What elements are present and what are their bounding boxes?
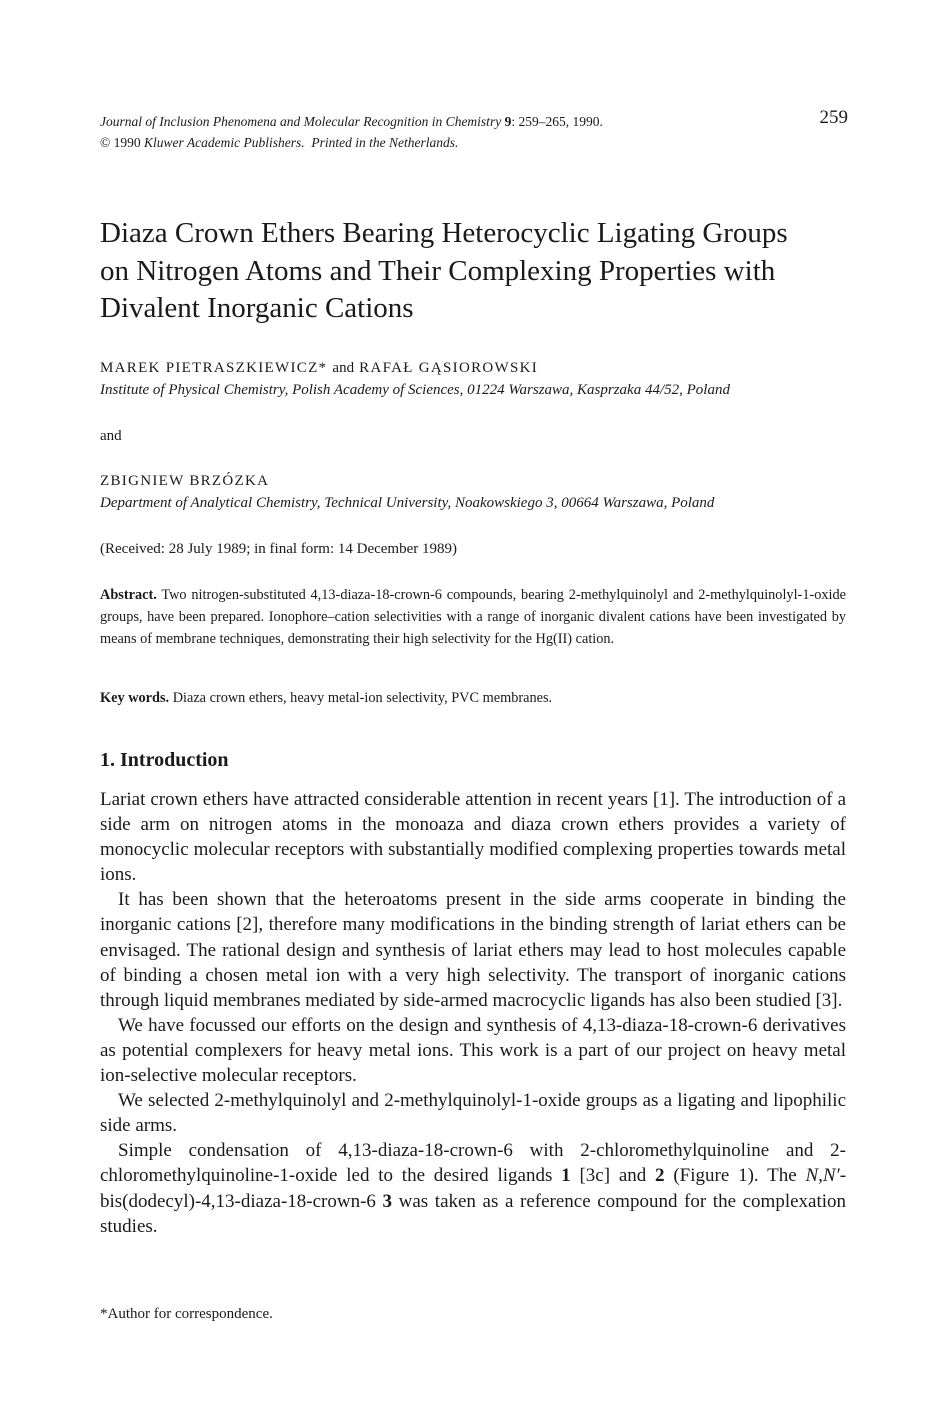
author-1: MAREK PIETRASZKIEWICZ* — [100, 360, 328, 376]
and-separator: and — [100, 428, 122, 444]
paragraph-3: We have focussed our efforts on the design and synthesis of 4,13-diaza-18-crown-6 derivatives as potential complexers for heavy metal ions. This work is a part of our project on heavy metal ion-selective molecular receptors. — [100, 1014, 846, 1087]
introduction-body — [100, 787, 846, 1239]
section-heading-introduction: 1. Introduction — [100, 749, 229, 771]
printed-in: Printed in the Netherlands. — [311, 135, 459, 150]
p5-part-b: [3c] and — [579, 1165, 647, 1187]
p5-part-e: was taken as a reference compound for the complexation studies. — [100, 1190, 847, 1237]
affiliation-1: Institute of Physical Chemistry, Polish Academy of Sciences, 01224 Warszawa, Kasprzaka 44/52, Poland — [100, 382, 730, 398]
received-dates: (Received: 28 July 1989; in final form: 14 December 1989) — [100, 541, 457, 557]
p5-part-c: (Figure 1). The — [673, 1165, 797, 1187]
abstract — [100, 584, 846, 650]
keywords-label: Key words. — [100, 690, 170, 706]
author-conjunction: and — [332, 360, 355, 376]
author-2: RAFAŁ GĄSIOROWSKI — [359, 360, 539, 376]
paragraph-1: Lariat crown ethers have attracted considerable attention in recent years [1]. The introduction of a side arm on nitrogen atoms in the monoaza and diaza crown ethers provides a variety of monocyclic molecular receptors with substantially modified complexing properties towards metal ions. — [100, 789, 846, 886]
journal-pages-year: : 259–265, 1990. — [511, 114, 603, 129]
journal-line-2 — [100, 132, 603, 153]
journal-line-1 — [100, 111, 603, 132]
copyright-year: 1990 — [113, 135, 141, 150]
article-title — [100, 215, 860, 328]
keywords — [100, 690, 552, 707]
nn-prime: N,N′ — [805, 1165, 840, 1187]
journal-volume: 9 — [504, 114, 512, 129]
publisher: Kluwer Academic Publishers. — [144, 135, 305, 150]
keywords-text: Diaza crown ethers, heavy metal-ion selectivity, PVC membranes. — [172, 690, 553, 706]
p5-part-a: Simple condensation of 4,13-diaza-18-crown-6 with 2-chloromethylquinoline and 2-chloromethylquinoline-1-oxide led to the desired ligands — [100, 1140, 846, 1187]
copyright-symbol: © — [100, 135, 111, 150]
p5-part-d: -bis(dodecyl)-4,13-diaza-18-crown-6 — [100, 1165, 847, 1212]
author-3: ZBIGNIEW BRZÓZKA — [100, 473, 270, 489]
title-line-2: on Nitrogen Atoms and Their Complexing Properties with — [100, 254, 776, 287]
footnote: *Author for correspondence. — [100, 1306, 273, 1322]
page-number: 259 — [819, 107, 848, 128]
paragraph-5 — [100, 1138, 846, 1238]
journal-name: Journal of Inclusion Phenomena and Molecular Recognition in Chemistry — [100, 114, 502, 129]
compound-number-2: 2 — [655, 1165, 665, 1187]
affiliation-2: Department of Analytical Chemistry, Technical University, Noakowskiego 3, 00664 Warszawa, Poland — [100, 495, 715, 511]
compound-number-1: 1 — [561, 1165, 571, 1187]
abstract-text: Two nitrogen-substituted 4,13-diaza-18-crown-6 compounds, bearing 2-methylquinolyl and 2-methylquinolyl-1-oxide groups, have been prepared. Ionophore–cation selectivities with a range of inorganic divalent cations have been investigated by means of membrane techniques, demonstrating their high selectivity for the Hg(II) cation. — [100, 587, 846, 647]
journal-citation — [100, 111, 603, 153]
abstract-label: Abstract. — [100, 587, 157, 603]
title-line-1: Diaza Crown Ethers Bearing Heterocyclic Ligating Groups — [100, 217, 788, 249]
title-line-3: Divalent Inorganic Cations — [100, 292, 414, 324]
compound-number-3: 3 — [382, 1190, 393, 1212]
paragraph-4: We selected 2-methylquinolyl and 2-methylquinolyl-1-oxide groups as a ligating and lipophilic side arms. — [100, 1090, 846, 1137]
paragraph-2: It has been shown that the heteroatoms present in the side arms cooperate in binding the inorganic cations [2], therefore many modifications in the binding strength of lariat ethers can be envisaged. The rational design and synthesis of lariat ethers may lead to host molecules capable of binding a chosen metal ion with a very high selectivity. The transport of inorganic cations through liquid membranes mediated by side-armed macrocyclic ligands has also been studied [3]. — [100, 889, 846, 1011]
authors-line — [100, 360, 538, 377]
